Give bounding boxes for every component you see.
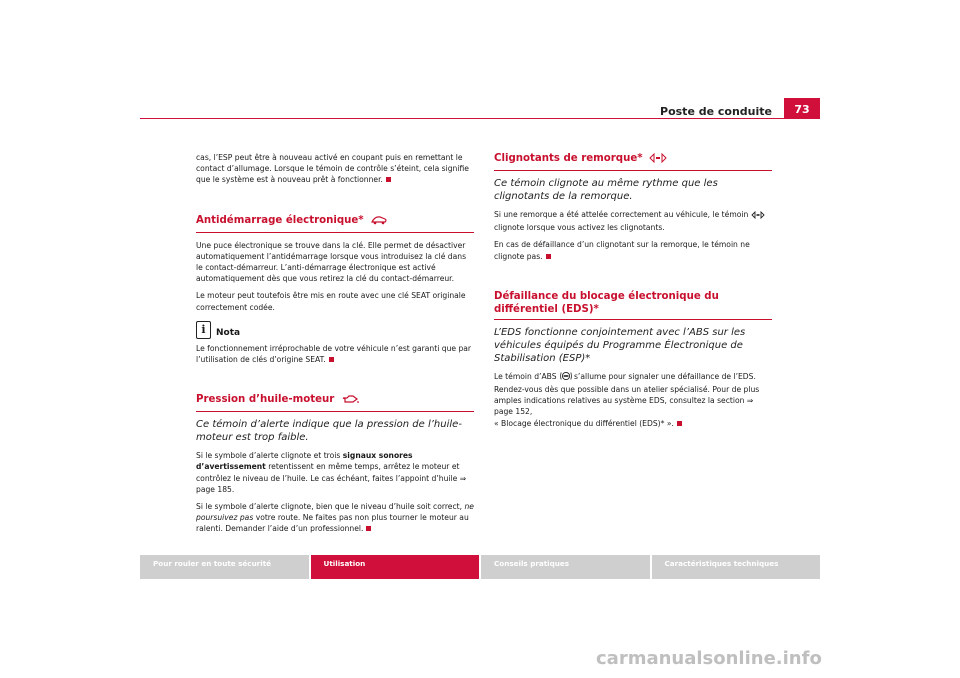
tab-safety[interactable]: Pour rouler en toute sécurité (140, 555, 309, 579)
section-title-eds: Défaillance du blocage électronique du différentiel (EDS)* (494, 290, 772, 320)
page-number-badge: 73 (784, 98, 820, 118)
chapter-tabs (140, 555, 820, 579)
oil-paragraph-1: Si le symbole d’alerte clignote et trois signaux sonores d’avertissement retentissent en même temps, arrêtez le moteur et contrôlez le niveau de l’huile. Le cas échéant, faites l’appoint d’huile ⇒ page 185. (196, 451, 467, 494)
section-title-oil-pressure: Pression d’huile-moteur (196, 393, 474, 412)
section-title-trailer-signals: Clignotants de remorque* (494, 152, 772, 171)
trailer-turn-signal-icon (751, 211, 765, 222)
abs-icon (560, 371, 572, 384)
immo-paragraph-2: Le moteur peut toutefois être mis en route avec une clé SEAT originale correctement codée. (196, 291, 466, 312)
section-title-immobilizer: Antidémarrage électronique* (196, 214, 474, 233)
tab-technical-specs[interactable]: Caractéristiques techniques (652, 555, 821, 579)
info-note-icon: i (196, 321, 211, 339)
tab-operation[interactable]: Utilisation (311, 555, 480, 579)
intro-paragraph: cas, l’ESP peut être à nouveau activé en coupant puis en remettant le contact d’allumage. Lorsque le témoin de contrôle s’éteint, cela signifie que le système est à nouveau prêt à fonctionner. (196, 153, 469, 185)
right-column (494, 152, 772, 435)
left-column (196, 152, 474, 541)
tab-practical-tips[interactable]: Conseils pratiques (481, 555, 650, 579)
eds-paragraph-1: Le témoin d’ABS s’allume pour signaler une défaillance de l’EDS. Rendez-vous dès que possible dans un atelier spécialisé. Pour de plus amples indications relatives au système EDS, consultez la section ⇒ page 152, « Blocage électronique du différentiel (EDS)* ». (494, 371, 760, 428)
header-rule (140, 118, 820, 119)
end-of-section-marker (329, 357, 334, 362)
oil-can-icon (341, 394, 359, 408)
immo-paragraph-1: Une puce électronique se trouve dans la clé. Elle permet de désactiver automatiquement l’antidémarrage lorsque vous introduisez la clé dans le contact-démarreur. L’anti-démarrage électronique est activé automatiquement dès que vous retirez la clé du contact-démarreur. (196, 240, 467, 284)
key-car-icon (370, 215, 388, 229)
end-of-section-marker (546, 254, 551, 259)
end-of-section-marker (366, 526, 371, 531)
trailer-turn-signal-icon (649, 153, 667, 167)
trailer-lead: Ce témoin clignote au même rythme que les clignotants de la remorque. (494, 178, 718, 202)
watermark: carmanualsonline.info (596, 648, 822, 669)
end-of-section-marker (386, 177, 391, 182)
nota-label: Nota (216, 327, 241, 338)
oil-paragraph-2: Si le symbole d’alerte clignote, bien que le niveau d’huile soit correct, ne poursuivez pas votre route. Ne faites pas non plus tourner le moteur au ralenti. Demander l’aide d’un professionnel. (196, 502, 474, 534)
page-header-title: Poste de conduite (660, 105, 772, 118)
nota-row (196, 321, 474, 339)
trailer-paragraph-2: En cas de défaillance d’un clignotant sur la remorque, le témoin ne clignote pas. (494, 240, 750, 261)
trailer-paragraph-1: Si une remorque a été attelée correctement au véhicule, le témoin clignote lorsque vous activez les clignotants. (494, 209, 772, 233)
end-of-section-marker (677, 421, 682, 426)
nota-paragraph: Le fonctionnement irréprochable de votre véhicule n’est garanti que par l’utilisation de clés d’origine SEAT. (196, 343, 472, 365)
oil-lead: Ce témoin d’alerte indique que la pression de l’huile-moteur est trop faible. (196, 419, 462, 444)
eds-lead: L’EDS fonctionne conjointement avec l’ABS sur les véhicules équipés du Programme Électronique de Stabilisation (ESP)* (494, 326, 746, 364)
